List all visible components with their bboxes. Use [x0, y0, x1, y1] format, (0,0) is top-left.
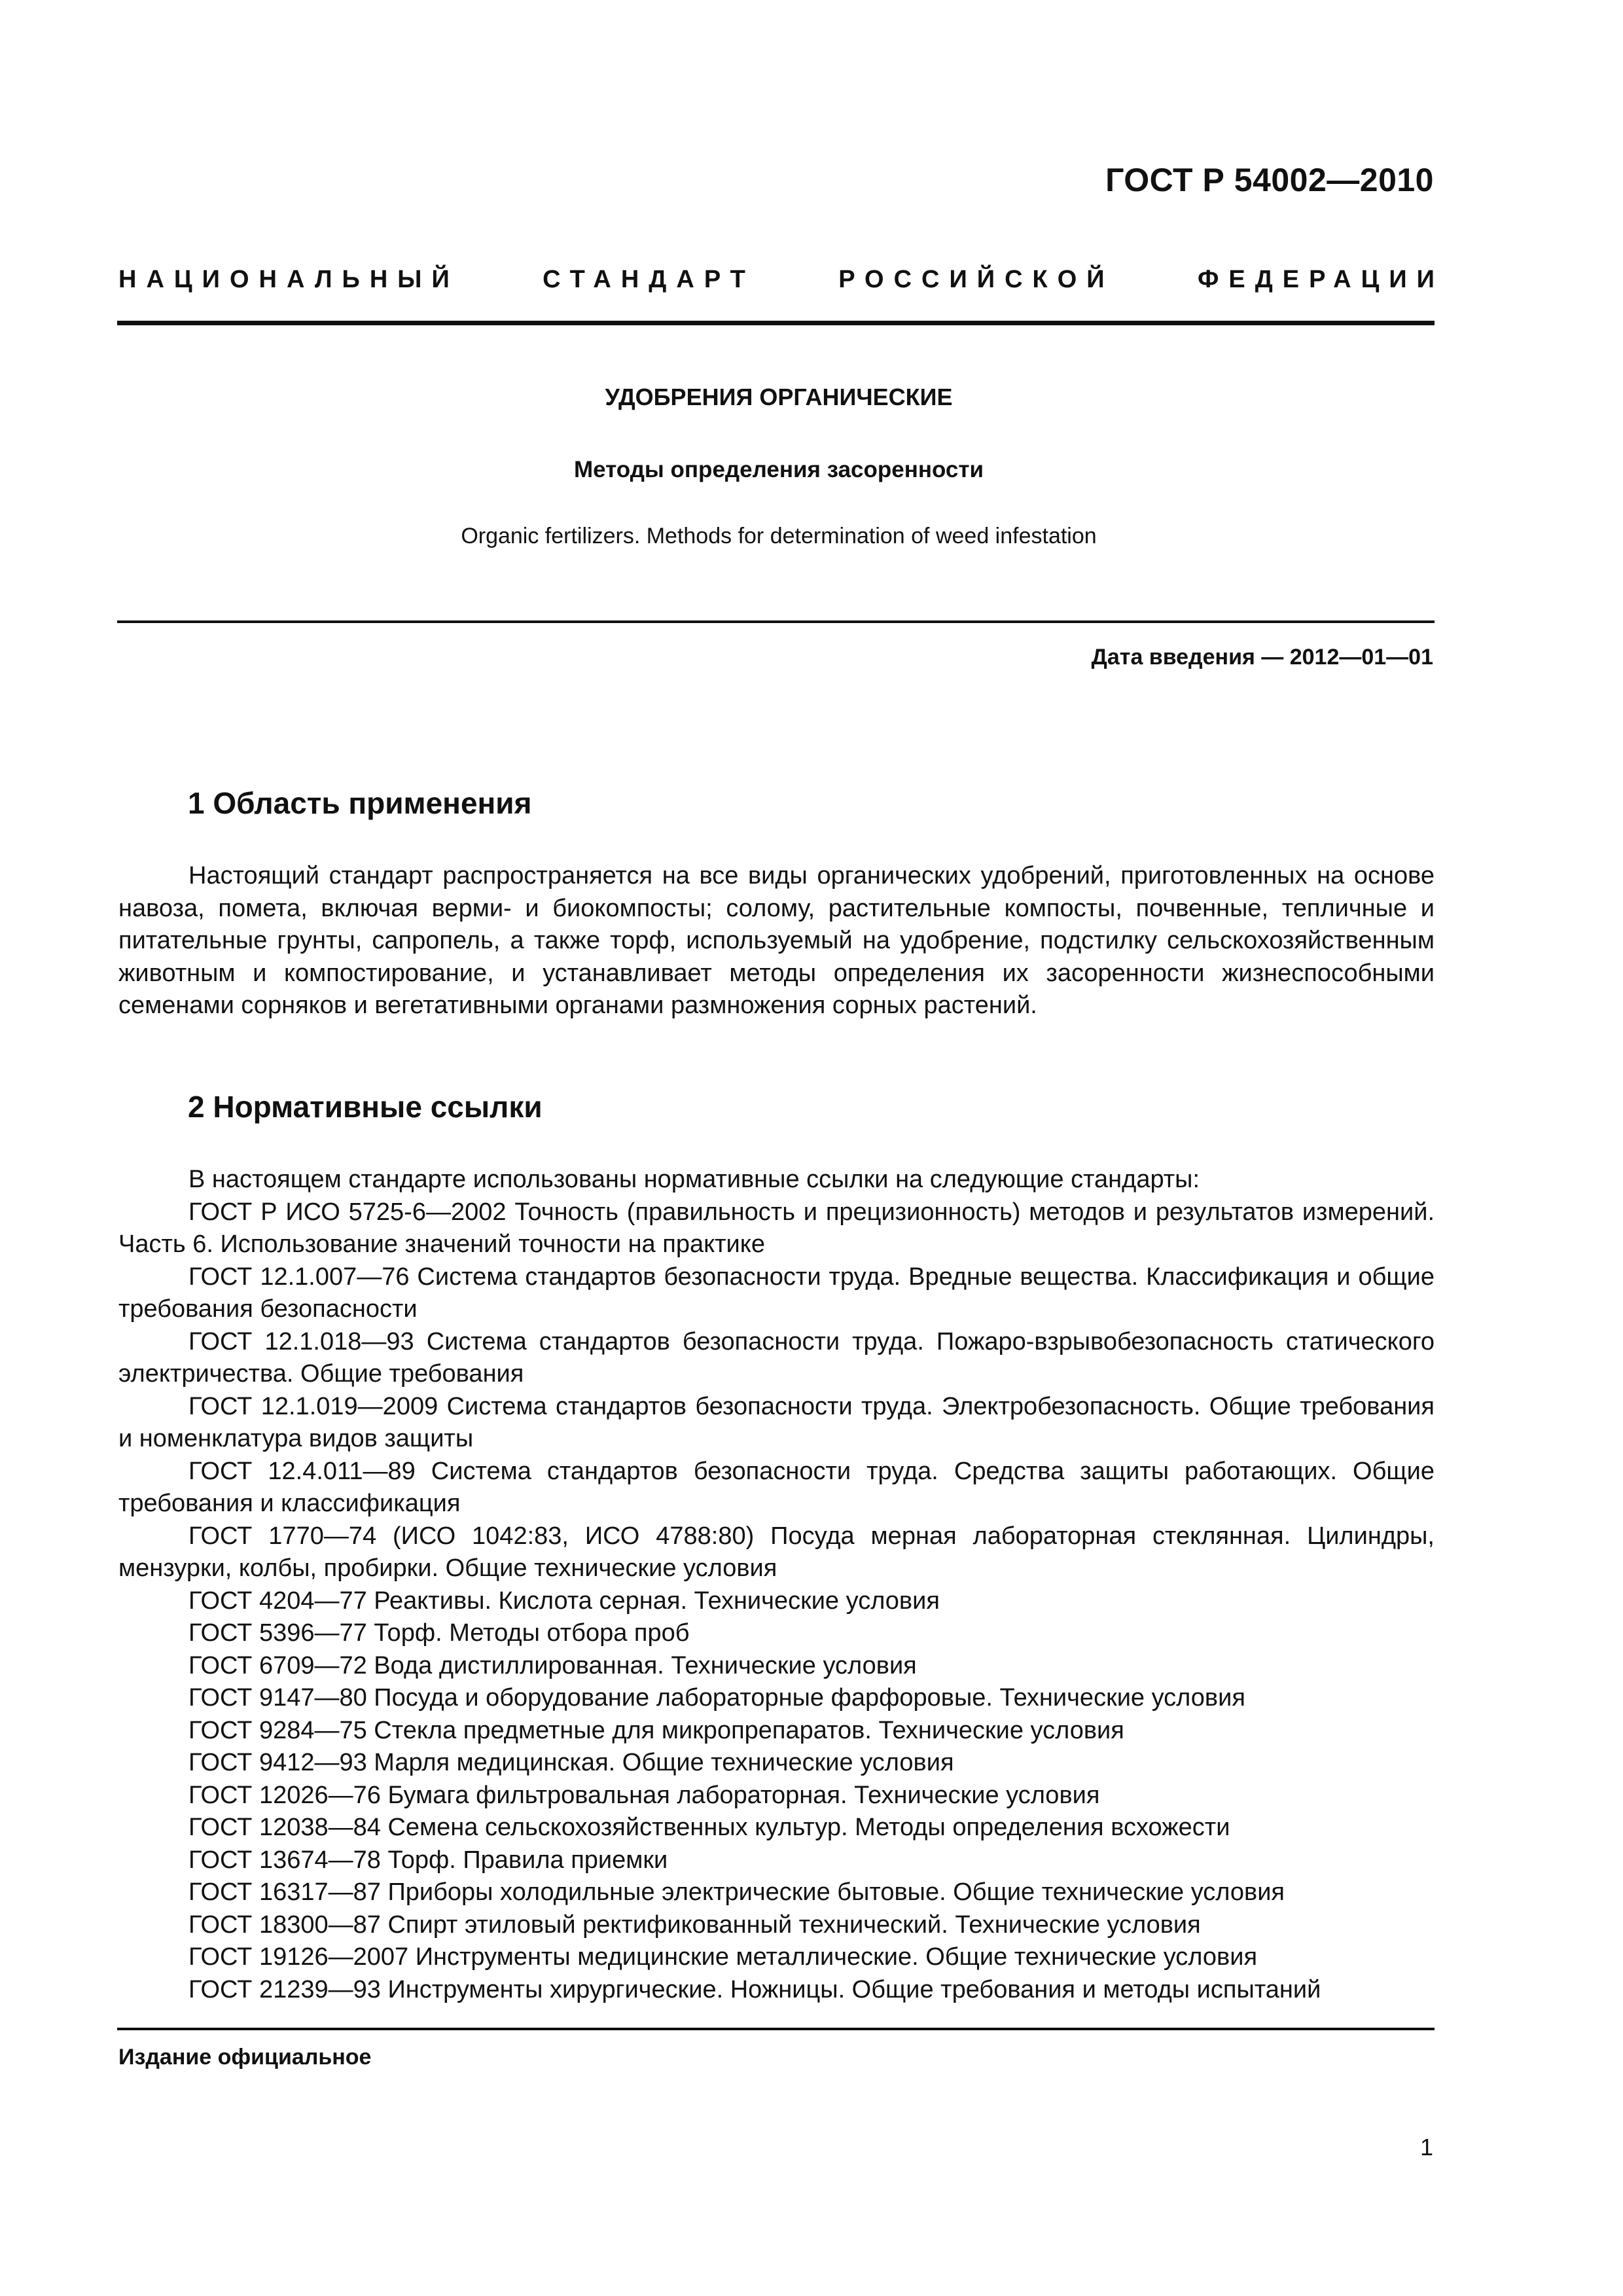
national-standard-banner: [118, 266, 1444, 294]
reference-item: ГОСТ 9147—80 Посуда и оборудование лабораторные фарфоровые. Технические условия: [188, 1684, 1245, 1712]
reference-item: ГОСТ 16317—87 Приборы холодильные электрические бытовые. Общие технические условия: [188, 1878, 1285, 1906]
reference-item: ГОСТ 4204—77 Реактивы. Кислота серная. Технические условия: [188, 1587, 940, 1615]
reference-item: ГОСТ 12.4.011—89 Система стандартов безопасности труда. Средства защиты работающих. Общие требования и классификация: [118, 1457, 1435, 1517]
reference-item: ГОСТ Р ИСО 5725-6—2002 Точность (правильность и прецизионность) методов и результатов измерений. Часть 6. Использование значений точности на практике: [118, 1198, 1435, 1258]
reference-item: ГОСТ 12.1.019—2009 Система стандартов безопасности труда. Электробезопасность. Общие требования и номенклатура видов защиты: [118, 1392, 1435, 1452]
section-1-body: [118, 860, 1435, 1022]
reference-item: ГОСТ 12.1.007—76 Система стандартов безопасности труда. Вредные вещества. Классификация и общие требования безопасности: [118, 1263, 1435, 1323]
document-code: ГОСТ Р 54002—2010: [1105, 162, 1434, 198]
english-title: Organic fertilizers. Methods for determination of weed infestation: [461, 524, 1097, 548]
header-divider: [117, 321, 1435, 325]
normative-references: [118, 1164, 1435, 2006]
paragraph: Настоящий стандарт распространяется на все виды органических удобрений, приготовленных на основе навоза, помета, включая верми- и биокомпосты; солому, растительные компосты, почвенные, тепличные и питательные грунты, сапропель, а также торф, используемый на удобрение, подстилку сельскохозяйственным животным и компостирование, и устанавливает методы определения их засоренности жизнеспособными семенами сорняков и вегетативными органами размножения сорных растений.: [118, 862, 1435, 1019]
page-number: 1: [1419, 2134, 1433, 2161]
reference-item: ГОСТ 9284—75 Стекла предметные для микропрепаратов. Технические условия: [188, 1716, 1124, 1744]
banner-word: СТАНДАРТ: [543, 266, 755, 293]
reference-item: ГОСТ 12026—76 Бумага фильтровальная лабораторная. Технические условия: [188, 1781, 1100, 1809]
reference-item: ГОСТ 13674—78 Торф. Правила приемки: [188, 1846, 668, 1874]
reference-item: ГОСТ 21239—93 Инструменты хирургические. Ножницы. Общие требования и методы испытаний: [188, 1975, 1321, 2003]
title-divider: [117, 620, 1435, 623]
footer-divider: [117, 2028, 1435, 2030]
document-title: УДОБРЕНИЯ ОРГАНИЧЕСКИЕ: [605, 384, 953, 410]
official-edition-label: Издание официальное: [118, 2045, 372, 2070]
reference-item: ГОСТ 6709—72 Вода дистиллированная. Технические условия: [188, 1651, 917, 1679]
reference-item: ГОСТ 9412—93 Марля медицинская. Общие технические условия: [188, 1749, 954, 1776]
references-intro: В настоящем стандарте использованы нормативные ссылки на следующие стандарты:: [188, 1166, 1200, 1193]
banner-word: НАЦИОНАЛЬНЫЙ: [118, 266, 459, 293]
reference-item: ГОСТ 18300—87 Спирт этиловый ректификованный технический. Технические условия: [188, 1910, 1201, 1939]
section-2-heading: 2 Нормативные ссылки: [188, 1090, 543, 1124]
reference-item: ГОСТ 19126—2007 Инструменты медицинские металлические. Общие технические условия: [188, 1943, 1258, 1971]
introduction-date: Дата введения — 2012—01—01: [1091, 645, 1433, 670]
reference-item: ГОСТ 12.1.018—93 Система стандартов безопасности труда. Пожаро-взрывобезопасность статического электричества. Общие требования: [118, 1327, 1435, 1388]
section-1-heading: 1 Область применения: [188, 786, 532, 820]
banner-word: РОССИЙСКОЙ: [838, 266, 1115, 293]
reference-item: ГОСТ 12038—84 Семена сельскохозяйственных культур. Методы определения всхожести: [188, 1814, 1230, 1841]
document-subtitle: Методы определения засоренности: [573, 457, 984, 482]
banner-word: ФЕДЕРАЦИИ: [1197, 266, 1444, 293]
reference-item: ГОСТ 1770—74 (ИСО 1042:83, ИСО 4788:80) Посуда мерная лабораторная стеклянная. Цилиндры, мензурки, колбы, пробирки. Общие технические условия: [118, 1522, 1435, 1582]
reference-item: ГОСТ 5396—77 Торф. Методы отбора проб: [188, 1619, 690, 1647]
